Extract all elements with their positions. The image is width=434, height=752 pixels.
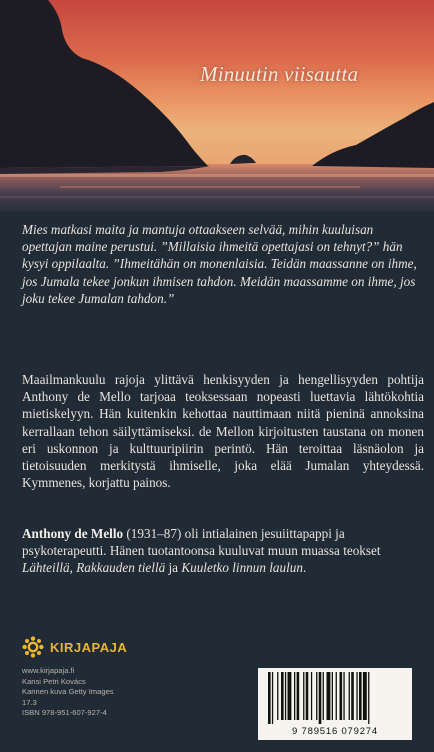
book-title: Minuutin viisautta <box>200 62 359 86</box>
work-title-2: Rakkauden tiellä <box>76 560 166 576</box>
barcode-number: 9 789516 079274 <box>292 726 378 737</box>
barcode-bar <box>288 672 292 720</box>
credit-line: 17.3 <box>22 697 37 707</box>
author-bio-text: oli intialainen jesuiittapappi ja psykoterapeutti. Hänen tuotantoonsa kuuluvat muun muassa teokset <box>22 526 381 559</box>
work-title-1: Lähteillä <box>22 560 70 576</box>
credit-line: Kannen kuva Getty Images <box>22 687 114 697</box>
barcode-bar <box>327 672 331 720</box>
barcode-bar <box>359 672 362 720</box>
author-years: (1931–87) <box>123 526 185 541</box>
book-description: Maailmankuulu rajoja ylittävä henkisyyden ja hengellisyyden pohtija Anthony de Mello tarjoaa teoksessaan nopeasti luettavia lähtökohtia mietiskelyyn. Hän kuitenkin kehottaa nauttimaan niitä pieninä annoksina kerrallaan tehon säilyttämiseksi. de Mellon kirjoitusten taustana on monen eri uskonnon ja kulttuuripiirin perintö. Hän teroittaa läsnäolon ja tietoisuuden merkitystä ihmiselle, joka elää Jumalan yhteydessä. Kymmenes, korjattu painos. <box>22 372 424 491</box>
barcode-bar <box>281 672 284 720</box>
sunset-photo <box>0 0 434 212</box>
barcode-bar <box>272 672 273 724</box>
credits-block <box>22 666 114 719</box>
barcode-bars <box>268 672 402 724</box>
credit-line: www.kirjapaja.fi <box>22 666 75 675</box>
barcode-bar <box>323 672 324 720</box>
quote-text: Mies matkasi maita ja mantuja ottaakseen selvää, mihin kuuluisan opettajan maine perustui. ”Millaisia ihmeitä opettajasi on tehnyt?” hän kysyi oppilaalta. ”Ihmeitähän on monenlaisia. Teidän maassanne on ihme, jos Jumala tekee jonkun ihmisen tahdon. Meidän maassamme on ihme, jos joku tekee Jumalan tahdon.” <box>22 222 417 306</box>
barcode-bar <box>356 672 357 720</box>
barcode-bar <box>277 672 278 720</box>
barcode-bar <box>297 672 300 720</box>
isbn-barcode <box>258 668 412 740</box>
barcode-bar <box>351 672 354 720</box>
publisher-flower-icon <box>22 636 44 658</box>
barcode-bar <box>311 672 312 720</box>
barcode-bar <box>349 672 350 720</box>
barcode-bar <box>343 672 344 720</box>
author-bio <box>22 525 424 577</box>
barcode-bar <box>285 672 286 720</box>
work-title-3: Kuuletko linnun laulun <box>181 560 303 576</box>
barcode-bar <box>316 672 317 720</box>
barcode-bar <box>306 672 309 720</box>
barcode-bar <box>303 672 304 720</box>
work-separator-2: ja <box>165 560 182 576</box>
barcode-bar <box>268 672 271 724</box>
barcode-bar <box>340 672 343 720</box>
barcode-bar <box>294 672 295 720</box>
publisher-name: KIRJAPAJA <box>50 639 128 655</box>
credit-line: ISBN 978-951-607-927-4 <box>22 708 107 718</box>
bio-end: . <box>302 560 307 576</box>
barcode-bar <box>319 672 322 724</box>
author-name: Anthony de Mello <box>22 526 124 541</box>
barcode-bar <box>368 672 369 724</box>
barcode-bar <box>336 672 337 720</box>
publisher-logo <box>22 635 127 659</box>
credit-line: Kansi Petri Kovács <box>22 676 86 686</box>
work-separator-1: , <box>69 560 77 576</box>
barcode-bar <box>363 672 367 720</box>
barcode-bar <box>332 672 333 720</box>
